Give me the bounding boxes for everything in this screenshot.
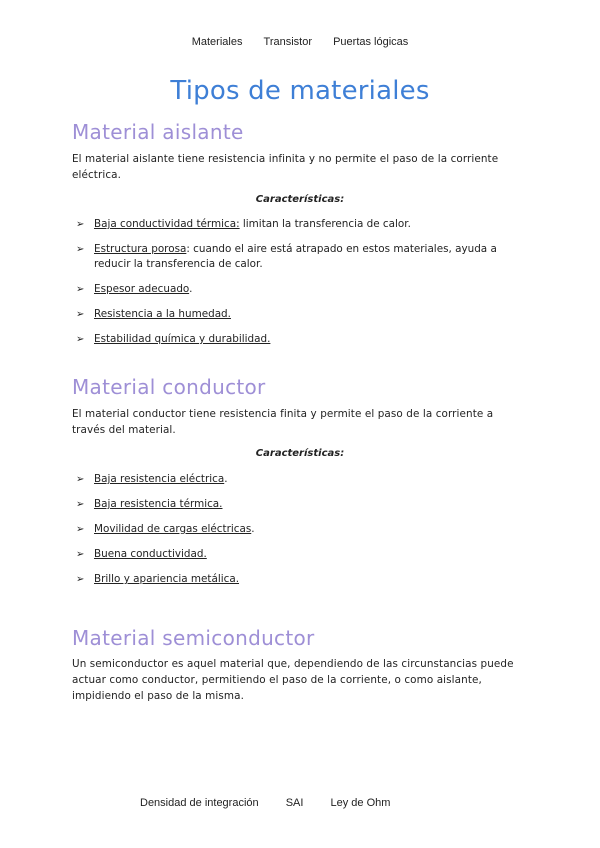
footer-link-densidad[interactable]: Densidad de integración [140, 797, 259, 809]
arrow-bullet-icon: ➢ [76, 244, 85, 255]
page-title: Tipos de materiales [170, 76, 430, 106]
section-heading-semiconductor: Material semiconductor [72, 626, 315, 650]
list-item [72, 522, 512, 537]
feature-link[interactable]: Buena conductividad. [94, 548, 207, 560]
nav-link-puertas-logicas[interactable]: Puertas lógicas [333, 36, 409, 48]
nav-link-materiales[interactable]: Materiales [191, 36, 243, 48]
features-list-aislante [72, 217, 512, 357]
list-item [72, 472, 512, 487]
arrow-bullet-icon: ➢ [76, 549, 85, 560]
section-heading-conductor: Material conductor [72, 375, 266, 399]
list-item [72, 332, 512, 347]
arrow-bullet-icon: ➢ [76, 524, 85, 535]
list-item [72, 282, 512, 297]
feature-text: . [224, 473, 228, 485]
section-text-aislante: El material aislante tiene resistencia infinita y no permite el paso de la corriente eléctrica. [72, 153, 499, 181]
section-text-semiconductor: Un semiconductor es aquel material que, dependiendo de las circunstancias puede actuar como conductor, permitiendo el paso de la corriente, o como aislante, impidiendo el paso de la misma. [72, 658, 514, 702]
footer-link-sai[interactable]: SAI [285, 797, 304, 809]
list-item [72, 547, 512, 562]
section-heading-aislante: Material aislante [72, 120, 244, 144]
arrow-bullet-icon: ➢ [76, 284, 85, 295]
feature-link[interactable]: Baja resistencia eléctrica [94, 473, 225, 485]
list-item [72, 242, 512, 272]
arrow-bullet-icon: ➢ [76, 499, 85, 510]
list-item [72, 217, 512, 232]
features-title-aislante: Características: [255, 194, 345, 205]
top-nav [0, 36, 600, 48]
features-title-conductor: Características: [255, 448, 345, 459]
list-item [72, 497, 512, 512]
feature-text: limitan la transferencia de calor. [239, 218, 411, 230]
feature-text: . [189, 283, 193, 295]
feature-link[interactable]: Espesor adecuado [94, 283, 190, 295]
feature-text: : cuando el aire está atrapado en estos materiales, ayuda a reducir la transferencia de calor. [94, 243, 497, 270]
nav-link-transistor[interactable]: Transistor [263, 36, 313, 48]
list-item [72, 307, 512, 322]
feature-link[interactable]: Baja resistencia térmica. [94, 498, 223, 510]
feature-link[interactable]: Estructura porosa [94, 243, 187, 255]
section-text-conductor: El material conductor tiene resistencia finita y permite el paso de la corriente a través del material. [72, 408, 494, 436]
arrow-bullet-icon: ➢ [76, 334, 85, 345]
feature-link[interactable]: Baja conductividad térmica: [94, 218, 240, 230]
feature-link[interactable]: Brillo y apariencia metálica. [94, 573, 240, 585]
list-item [72, 572, 512, 587]
arrow-bullet-icon: ➢ [76, 474, 85, 485]
arrow-bullet-icon: ➢ [76, 574, 85, 585]
feature-link[interactable]: Movilidad de cargas eléctricas [94, 523, 252, 535]
arrow-bullet-icon: ➢ [76, 309, 85, 320]
arrow-bullet-icon: ➢ [76, 219, 85, 230]
footer-link-ley-de-ohm[interactable]: Ley de Ohm [330, 797, 391, 809]
feature-link[interactable]: Estabilidad química y durabilidad. [94, 333, 271, 345]
features-list-conductor [72, 472, 512, 597]
footer-nav [140, 797, 400, 809]
feature-text: . [251, 523, 255, 535]
feature-link[interactable]: Resistencia a la humedad. [94, 308, 231, 320]
